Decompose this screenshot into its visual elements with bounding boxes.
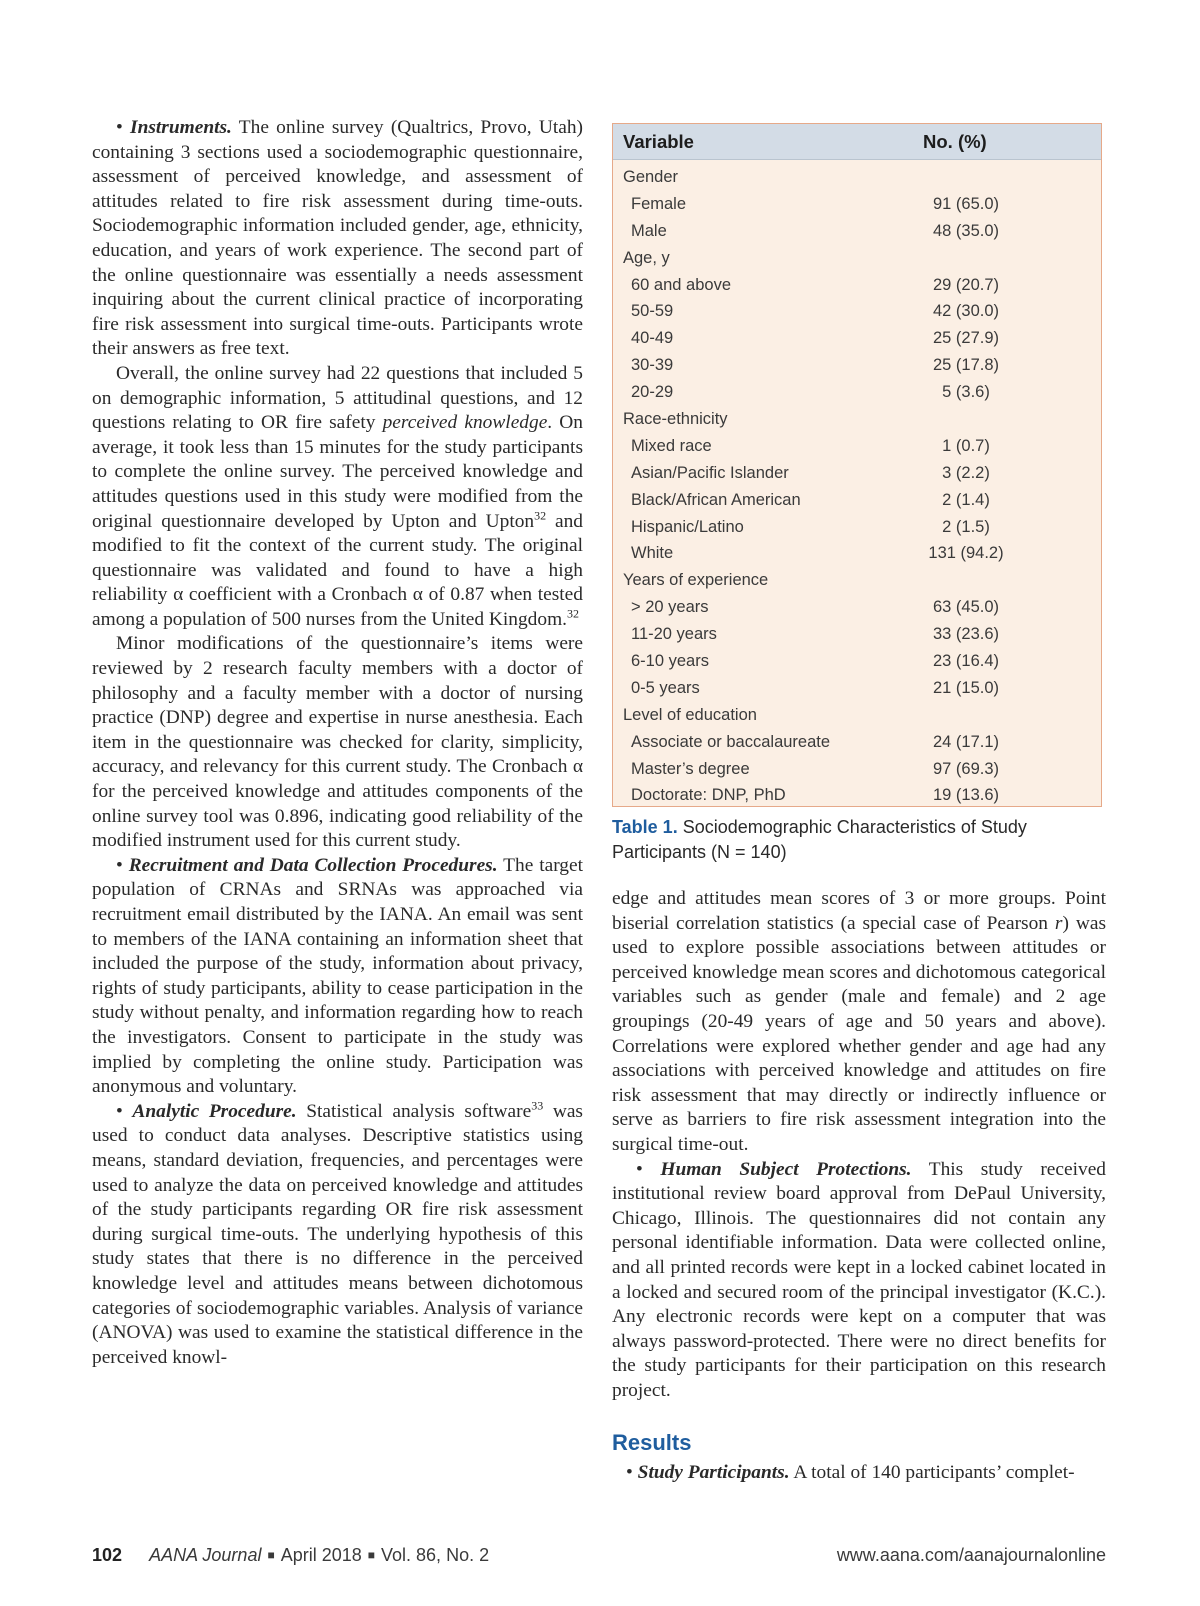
overall-paragraph (92, 362, 583, 633)
minor-modifications-paragraph (92, 632, 583, 853)
continuation-paragraph (612, 887, 1106, 1158)
column-header-variable: Variable (623, 130, 694, 152)
table-row (613, 540, 1101, 567)
table-row (613, 298, 1101, 325)
table-cell-variable: Years of experience (623, 571, 769, 590)
table-row (613, 782, 1101, 809)
table-cell-number (613, 652, 1076, 671)
page-number: 102 (92, 1545, 123, 1565)
table-cell-variable: 11-20 years (631, 625, 717, 644)
table-cell-number (613, 168, 1076, 187)
table-cell-number (613, 544, 1076, 563)
study-participants-text: A total of 140 participants’ complet- (793, 1462, 1075, 1483)
study-participants-paragraph (612, 1461, 1106, 1486)
pearson-r: r (1054, 912, 1063, 934)
table-cell-number (613, 733, 1076, 752)
table-cell-number-value: 42 (30.0) (932, 302, 1000, 321)
table-cell-variable: Black/African American (631, 490, 801, 509)
table-cell-number (613, 598, 1076, 617)
table-cell-number (613, 302, 1076, 321)
analytic-text-a: Statistical analysis software (306, 1100, 532, 1122)
table-cell-variable: 60 and above (631, 275, 732, 294)
overall-text-c: and modified to fit the context of the current study. The original questionnaire was validated and found to have a high reliability α coefficient with a Cronbach α of 0.87 when tested among a population of 500 nurses from the United Kingdom. (92, 510, 583, 630)
bullet: • (626, 1462, 633, 1483)
instruments-paragraph (92, 116, 583, 362)
table-group-row (613, 567, 1101, 594)
analytic-paragraph (92, 1100, 583, 1371)
separator: ■ (367, 1548, 376, 1562)
table-group-row (613, 702, 1101, 729)
table-cell-number-value: 97 (69.3) (932, 759, 1000, 778)
table-cell-variable: Hispanic/Latino (631, 517, 744, 536)
table-cell-number (613, 249, 1076, 268)
table-caption-text: Sociodemographic Characteristics of Study Participants (N = 140) (612, 817, 1027, 862)
table-cell-variable: Race-ethnicity (623, 409, 728, 428)
table-cell-number-value: 25 (27.9) (932, 329, 1000, 348)
citation-32-second: 32 (567, 606, 579, 621)
table-caption-label: Table 1. (612, 817, 678, 837)
table-cell-number (613, 786, 1076, 805)
continuation-text-b: ) was used to explore possible associations between attitudes or perceived knowledge mean scores and dichotomous categorical variables such as gender (male and female) and 2 age groupings (20-49 years of age and 50 years and above). Correlations were explored whether gender and age had any associations with perceived knowledge and attitudes on fire risk assessment that may directly or indirectly influence or serve as barriers to fire risk assessment integration into the surgical time-out. (612, 912, 1106, 1155)
table-cell-number (613, 625, 1076, 644)
human-subject-heading: Human Subject Protections. (660, 1158, 912, 1180)
volume: Vol. 86, No. 2 (381, 1545, 490, 1565)
table-cell-number (613, 760, 1076, 779)
table-cell-variable: Mixed race (631, 436, 712, 455)
table-cell-number (613, 195, 1076, 214)
issue-date: April 2018 (280, 1545, 362, 1565)
overall-text-a: Overall, the online survey had 22 questions that included 5 on demographic information, 5 attitudinal questions, and 12 questions relating to OR fire safety (92, 362, 583, 434)
table-row (613, 675, 1101, 702)
table-cell-variable: Gender (623, 167, 679, 186)
table-cell-variable: Doctorate: DNP, PhD (631, 786, 786, 805)
table-cell-number (613, 706, 1076, 725)
human-subject-text: This study received institutional review board approval from DePaul University, Chicago, Illinois. The questionnaires did not contain any personal identifiable information. Data were collected online, and all printed records were kept in a locked cabinet located in a locked and secured room of the principal investigator (K.C.). Any electronic records were kept on a computer that was always password-protected. There were no direct benefits for the study participants for their participation on this research project. (612, 1158, 1106, 1401)
table-cell-number-value: 3 (2.2) (942, 463, 990, 482)
table-cell-number (613, 491, 1076, 510)
table-cell-number (613, 518, 1076, 537)
table-cell-variable: White (631, 544, 674, 563)
table-cell-variable: 6-10 years (631, 651, 709, 670)
table-cell-number-value: 131 (94.2) (928, 544, 1004, 563)
table-caption (612, 815, 1102, 865)
table-body (613, 160, 1101, 809)
citation-32: 32 (534, 508, 547, 523)
table-row (613, 272, 1101, 299)
continuation-text-a: edge and attitudes mean scores of 3 or more groups. Point biserial correlation statistics (a special case of Pearson (612, 888, 1106, 934)
journal-url: www.aana.com/aanajournalonline (836, 1545, 1106, 1565)
table-cell-number (613, 437, 1076, 456)
table-row (613, 433, 1101, 460)
table-cell-variable: Level of education (623, 705, 757, 724)
table-group-row (613, 245, 1101, 272)
overall-text-b: . On average, it took less than 15 minutes for the study participants to complete the online survey. The perceived knowledge and attitudes questions used in this study were modified from the original questionnaire developed by Upton and Upton (92, 412, 583, 532)
table-group-row (613, 406, 1101, 433)
table-row (613, 352, 1101, 379)
table-row (613, 648, 1101, 675)
table-cell-variable: 30-39 (631, 356, 674, 375)
sociodemographic-table (612, 123, 1102, 807)
table-cell-variable: 0-5 years (631, 678, 700, 697)
page-footer (92, 1545, 1106, 1571)
journal-name: AANA Journal (149, 1545, 262, 1565)
table-cell-variable: Age, y (623, 248, 670, 267)
table-cell-number-value: 24 (17.1) (932, 732, 1000, 751)
study-participants-heading: Study Participants. (637, 1462, 790, 1483)
recruitment-text: The target population of CRNAs and SRNAs was approached via recruitment email distributed by the IANA. An email was sent to members of the IANA containing an information sheet that included the purpose of the study, information about privacy, rights of study participants, ability to cease participation in the study without penalty, and information regarding how to reach the investigators. Consent to participate in the study was implied by completing the online study. Participation was anonymous and voluntary. (92, 854, 583, 1098)
table-row (613, 218, 1101, 245)
citation-33: 33 (531, 1098, 544, 1113)
table-row (613, 756, 1101, 783)
bullet: • (116, 854, 123, 876)
table-cell-number-value: 48 (35.0) (932, 221, 1000, 240)
table-cell-variable: Associate or baccalaureate (631, 732, 831, 751)
table-cell-number-value: 19 (13.6) (932, 786, 1000, 805)
bullet: • (636, 1158, 643, 1180)
table-cell-number-value: 2 (1.4) (942, 490, 990, 509)
column-header-number: No. (%) (923, 130, 987, 152)
table-cell-variable: Female (631, 194, 687, 213)
table-cell-number (613, 383, 1076, 402)
table-cell-number-value: 1 (0.7) (942, 436, 990, 455)
table-cell-number (613, 356, 1076, 375)
table-cell-number (613, 329, 1076, 348)
table-cell-variable: 20-29 (631, 383, 674, 402)
bullet: • (116, 1100, 123, 1122)
right-column (612, 887, 1106, 1403)
recruitment-heading: Recruitment and Data Collection Procedures. (128, 854, 498, 876)
table-row (613, 594, 1101, 621)
table-header-row (613, 124, 1101, 160)
table-cell-number (613, 410, 1076, 429)
table-cell-number-value: 33 (23.6) (932, 625, 1000, 644)
table-cell-variable: Master’s degree (631, 759, 750, 778)
table-cell-number (613, 464, 1076, 483)
study-participants-line (612, 1461, 1106, 1486)
instruments-text: The online survey (Qualtrics, Provo, Utah) containing 3 sections used a sociodemographic questionnaire, assessment of perceived knowledge, and assessment of attitudes related to fire risk assessment during time-outs. Sociodemographic information included gender, age, ethnicity, education, and years of work experience. The second part of the online questionnaire was essentially a needs assessment inquiring about the current clinical practice of incorporating fire risk assessment into surgical time-outs. Participants wrote their answers as free text. (92, 117, 583, 360)
results-heading: Results (612, 1430, 692, 1455)
table-cell-number-value: 5 (3.6) (942, 383, 990, 402)
table-cell-number-value: 29 (20.7) (932, 275, 1000, 294)
separator: ■ (267, 1548, 275, 1562)
table-row (613, 460, 1101, 487)
table-row (613, 514, 1101, 541)
analytic-text-b: was used to conduct data analyses. Descriptive statistics using means, standard deviation, frequencies, and percentages were used to analyze the data on perceived knowledge and attitudes of the study participants regarding OR fire risk assessment during surgical time-outs. The underlying hypothesis of this study states that there is no difference in the perceived knowledge level and attitudes means between dichotomous categories of sociodemographic variables. Analysis of variance (ANOVA) was used to examine the statistical difference in the perceived knowl- (92, 1100, 583, 1368)
table-cell-number-value: 63 (45.0) (932, 598, 1000, 617)
table-row (613, 487, 1101, 514)
left-column (92, 116, 583, 1370)
table-row (613, 325, 1101, 352)
table-group-row (613, 164, 1101, 191)
table-cell-number-value: 91 (65.0) (932, 194, 1000, 213)
table-cell-variable: Male (631, 221, 667, 240)
recruitment-paragraph (92, 854, 583, 1100)
bullet: • (116, 117, 123, 138)
table-cell-number-value: 25 (17.8) (932, 356, 1000, 375)
human-subject-paragraph (612, 1158, 1106, 1404)
table-cell-number (613, 222, 1076, 241)
table-row (613, 621, 1101, 648)
instruments-heading: Instruments. (130, 117, 232, 138)
table-row (613, 191, 1101, 218)
analytic-heading: Analytic Procedure. (132, 1100, 297, 1122)
table-row (613, 729, 1101, 756)
table-cell-number (613, 571, 1076, 590)
table-cell-number-value: 23 (16.4) (932, 651, 1000, 670)
minor-text: Minor modifications of the questionnaire’s items were reviewed by 2 research faculty members with a doctor of philosophy and a faculty member with a doctor of nursing practice (DNP) degree and expertise in nurse anesthesia. Each item in the questionnaire was checked for clarity, simplicity, accuracy, and relevancy for this current study. The Cronbach α for the perceived knowledge and attitudes components of the online survey tool was 0.896, indicating good reliability of the modified instrument used for this current study. (92, 633, 583, 852)
table-cell-variable: 40-49 (631, 329, 674, 348)
table-cell-number (613, 679, 1076, 698)
table-cell-number-value: 2 (1.5) (942, 517, 990, 536)
table-cell-variable: > 20 years (631, 598, 709, 617)
table-cell-number (613, 276, 1076, 295)
table-cell-variable: 50-59 (631, 302, 674, 321)
table-row (613, 379, 1101, 406)
table-cell-variable: Asian/Pacific Islander (631, 463, 789, 482)
table-cell-number-value: 21 (15.0) (932, 678, 1000, 697)
perceived-knowledge-emphasis: perceived knowledge (382, 412, 548, 434)
